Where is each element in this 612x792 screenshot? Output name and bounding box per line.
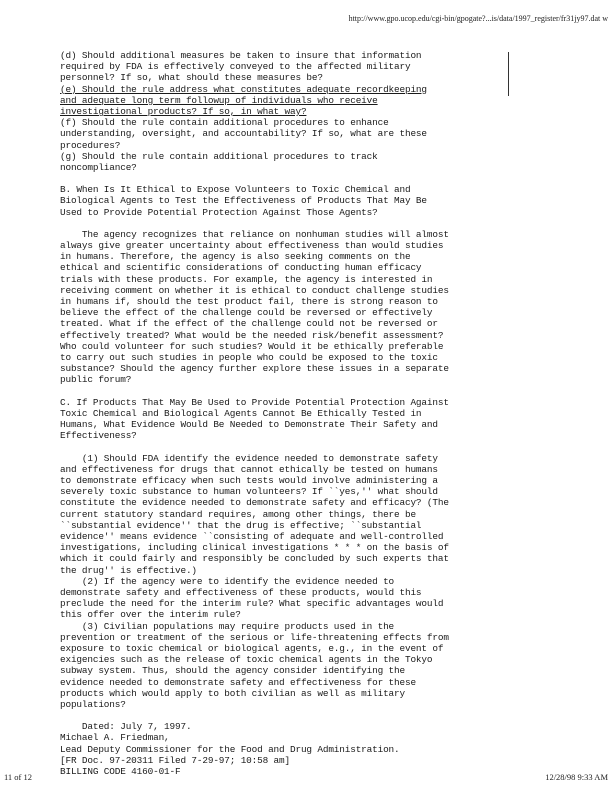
heading-line: B. When Is It Ethical to Expose Volunteers to Toxic Chemical and — [60, 184, 411, 196]
text-line: evidence needed to demonstrate safety and effectiveness for these — [60, 676, 416, 688]
text-line: constitute the evidence needed to demonstrate safety and efficacy? (The — [60, 497, 449, 509]
text-line: demonstrate safety and effectiveness of these products, would this — [60, 586, 422, 598]
section-c-heading — [60, 397, 530, 442]
source-url: http://www.gpo.ucop.edu/cgi-bin/gpogate?...is/data/1997_register/fr31jy97.dat w — [348, 14, 608, 23]
text-line: severely toxic substance to human volunteers? If ``yes,'' what should — [60, 486, 438, 498]
text-line: trials with these products. For example, the agency is interested in — [60, 273, 433, 285]
text-line: products which would apply to both civilian as well as military — [60, 687, 405, 699]
text-line: exigencies such as the release of toxic chemical agents in the Tokyo — [60, 654, 433, 666]
text-line: preclude the need for the interim rule? What specific advantages would — [60, 598, 444, 610]
text-line: noncompliance? — [60, 162, 137, 174]
signer-title: Lead Deputy Commissioner for the Food and Drug Administration. — [60, 743, 400, 755]
text-line: prevention or treatment of the serious or life-threatening effects from — [60, 631, 449, 643]
page-number: 11 of 12 — [4, 772, 33, 782]
questions-d-to-g — [60, 50, 530, 173]
text-line: which it could fairly and responsibly be concluded by such experts that — [60, 553, 449, 565]
text-line: ``substantial evidence'' that the drug is effective; ``substantial — [60, 519, 422, 531]
text-line: subway system. Thus, should the agency consider identifying the — [60, 665, 405, 677]
text-line: receiving comment on whether it is ethical to conduct challenge studies — [60, 284, 449, 296]
text-line: procedures? — [60, 139, 121, 151]
underlined-line: investigational products? If so, in what way? — [60, 106, 307, 118]
text-line: required by FDA is effectively conveyed to the affected military — [60, 61, 411, 73]
billing-code: BILLING CODE 4160-01-F — [60, 765, 181, 777]
text-line: (3) Civilian populations may require products used in the — [60, 620, 395, 632]
section-b-heading — [60, 184, 530, 218]
text-line: (f) Should the rule contain additional procedures to enhance — [60, 117, 389, 129]
text-line: the drug'' is effective.) — [60, 564, 197, 576]
text-line: always give greater uncertainty about effectiveness than would studies — [60, 240, 444, 252]
dated-line: Dated: July 7, 1997. — [60, 721, 192, 733]
text-line: in humans if, should the test product fail, there is strong reason to — [60, 296, 438, 308]
heading-line: C. If Products That May Be Used to Provide Potential Protection Against — [60, 396, 449, 408]
underlined-line: (e) Should the rule address what constitutes adequate recordkeeping — [60, 83, 427, 95]
heading-line: Effectiveness? — [60, 430, 137, 442]
heading-line: Humans, What Evidence Would Be Needed to Demonstrate Their Safety and — [60, 419, 438, 431]
text-line: believe the effect of the challenge could be reversed or effectively — [60, 307, 433, 319]
text-line: substance? Should the agency further explore these issues in a separate — [60, 363, 449, 375]
underlined-line: and adequate long term followup of individuals who receive — [60, 94, 378, 106]
text-line: understanding, oversight, and accountability? If so, what are these — [60, 128, 427, 140]
text-line: to carry out such studies in people who could be exposed to the toxic — [60, 352, 438, 364]
heading-line: Toxic Chemical and Biological Agents Cannot Be Ethically Tested in — [60, 407, 422, 419]
text-line: ethical and scientific considerations of conducting human efficacy — [60, 262, 422, 274]
text-line: (2) If the agency were to identify the evidence needed to — [60, 575, 395, 587]
text-line: (d) Should additional measures be taken to insure that information — [60, 50, 422, 61]
heading-line: Used to Provide Potential Protection Against Those Agents? — [60, 206, 378, 218]
text-line: effectively treated? What would be the needed risk/benefit assessment? — [60, 329, 444, 341]
text-line: and effectiveness for drugs that cannot ethically be tested on humans — [60, 463, 438, 475]
text-line: current statutory standard requires, among other things, there be — [60, 508, 416, 520]
text-line: this offer over the interim rule? — [60, 609, 241, 621]
section-c-body — [60, 453, 530, 711]
text-line: personnel? If so, what should these measures be? — [60, 72, 323, 84]
text-line: public forum? — [60, 374, 132, 386]
text-line: populations? — [60, 698, 126, 710]
text-line: evidence'' means evidence ``consisting of adequate and well-controlled — [60, 530, 444, 542]
print-timestamp: 12/28/98 9:33 AM — [545, 772, 608, 782]
text-line: in humans. Therefore, the agency is also seeking comments on the — [60, 251, 411, 263]
text-line: The agency recognizes that reliance on nonhuman studies will almost — [60, 228, 449, 240]
text-line: treated. What if the effect of the challenge could not be reversed or — [60, 318, 438, 330]
text-line: investigations, including clinical investigations * * * on the basis of — [60, 542, 449, 554]
document-body — [60, 50, 530, 777]
text-line: Who could volunteer for such studies? Would it be ethically preferable — [60, 340, 444, 352]
fr-doc-line: [FR Doc. 97-20311 Filed 7-29-97; 10:58 am] — [60, 754, 290, 766]
text-line: (1) Should FDA identify the evidence needed to demonstrate safety — [60, 452, 438, 464]
text-line: exposure to toxic chemical or biological agents, e.g., in the event of — [60, 642, 444, 654]
section-b-body — [60, 229, 530, 386]
signer-name: Michael A. Friedman, — [60, 732, 170, 744]
text-line: (g) Should the rule contain additional procedures to track — [60, 150, 378, 162]
text-line: to demonstrate efficacy when such tests would involve administering a — [60, 474, 438, 486]
signature-block — [60, 721, 530, 777]
heading-line: Biological Agents to Test the Effectiveness of Products That May Be — [60, 195, 427, 207]
